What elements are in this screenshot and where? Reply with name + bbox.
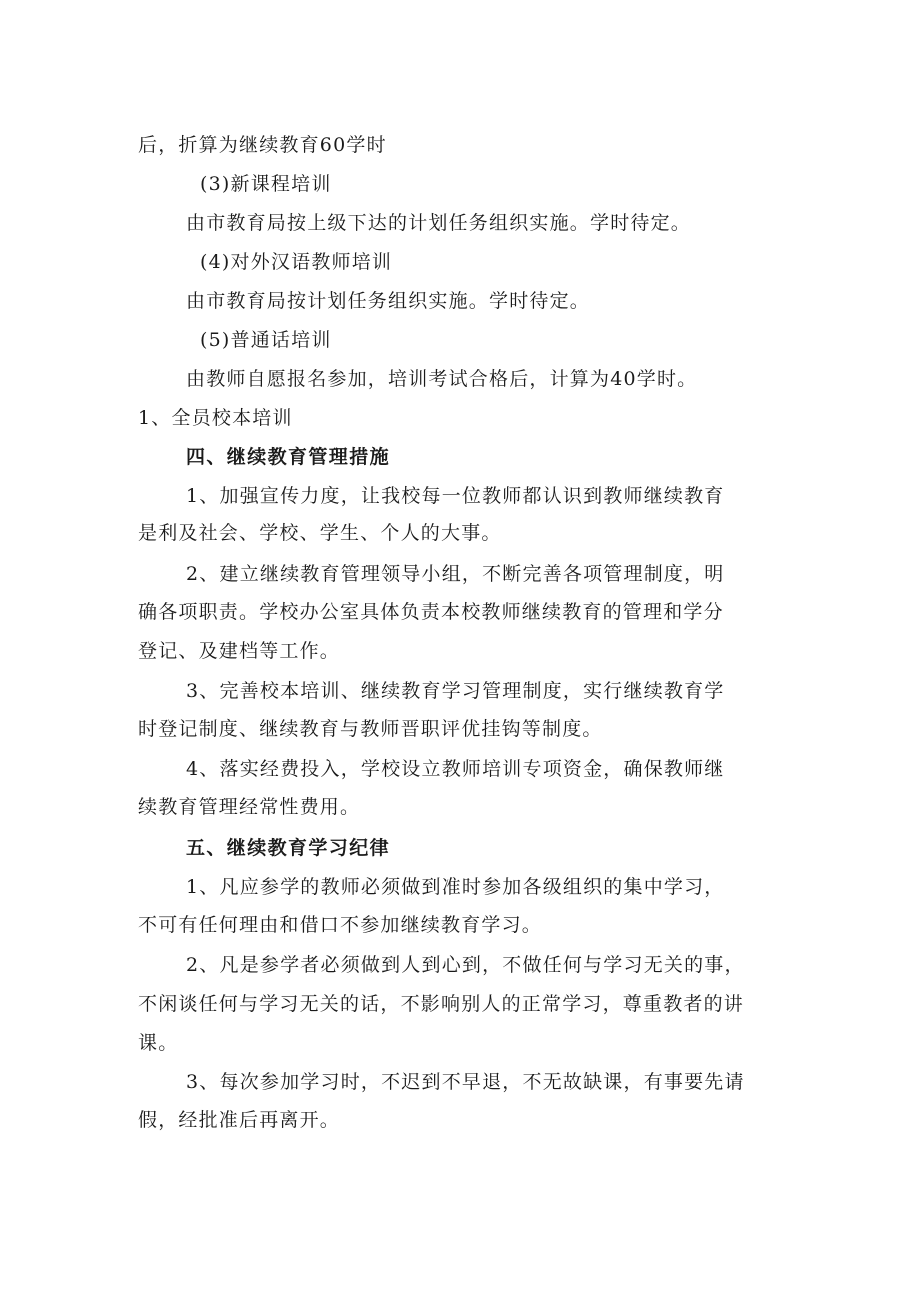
section-5-para-2-line-2: 不闲谈任何与学习无关的话，不影响别人的正常学习，尊重教者的讲 (138, 993, 745, 1015)
section-4-heading: 四、继续教育管理措施 (186, 446, 391, 468)
section-5-para-3-line-1: 3、每次参加学习时，不迟到不早退，不无故缺课，有事要先请 (186, 1071, 745, 1093)
section-4-para-4-line-2: 续教育管理经常性费用。 (138, 796, 361, 818)
section-4-para-1-line-1: 1、加强宣传力度，让我校每一位教师都认识到教师继续教育 (186, 485, 725, 507)
section-4-para-2-line-3: 登记、及建档等工作。 (138, 640, 341, 662)
list-item-training: 1、全员校本培训 (138, 407, 293, 429)
item-5-title: (5)普通话培训 (200, 329, 332, 351)
section-5-heading: 五、继续教育学习纪律 (186, 837, 391, 859)
section-4-para-2-line-2: 确各项职责。学校办公室具体负责本校教师继续教育的管理和学分 (138, 601, 724, 623)
section-5-para-1-line-1: 1、凡应参学的教师必须做到准时参加各级组织的集中学习， (186, 876, 725, 898)
section-5-para-2-line-3: 课。 (138, 1032, 179, 1054)
section-4-para-3-line-2: 时登记制度、继续教育与教师晋职评优挂钩等制度。 (138, 718, 603, 740)
section-5-para-2-line-1: 2、凡是参学者必须做到人到心到，不做任何与学习无关的事， (186, 954, 745, 976)
item-3-title: (3)新课程培训 (200, 173, 332, 195)
text-line-continuation: 后，折算为继续教育60学时 (138, 134, 387, 156)
section-5-para-1-line-2: 不可有任何理由和借口不参加继续教育学习。 (138, 914, 543, 936)
section-4-para-3-line-1: 3、完善校本培训、继续教育学习管理制度，实行继续教育学 (186, 680, 725, 702)
section-4-para-4-line-1: 4、落实经费投入，学校设立教师培训专项资金，确保教师继 (186, 758, 725, 780)
section-4-para-2-line-1: 2、建立继续教育管理领导小组，不断完善各项管理制度，明 (186, 563, 725, 585)
section-4-para-1-line-2: 是利及社会、学校、学生、个人的大事。 (138, 522, 502, 544)
section-5-para-3-line-2: 假，经批准后再离开。 (138, 1109, 341, 1131)
item-3-body: 由市教育局按上级下达的计划任务组织实施。学时待定。 (186, 212, 692, 234)
item-4-title: (4)对外汉语教师培训 (200, 251, 393, 273)
item-4-body: 由市教育局按计划任务组织实施。学时待定。 (186, 290, 591, 312)
item-5-body: 由教师自愿报名参加，培训考试合格后，计算为40学时。 (186, 368, 698, 390)
